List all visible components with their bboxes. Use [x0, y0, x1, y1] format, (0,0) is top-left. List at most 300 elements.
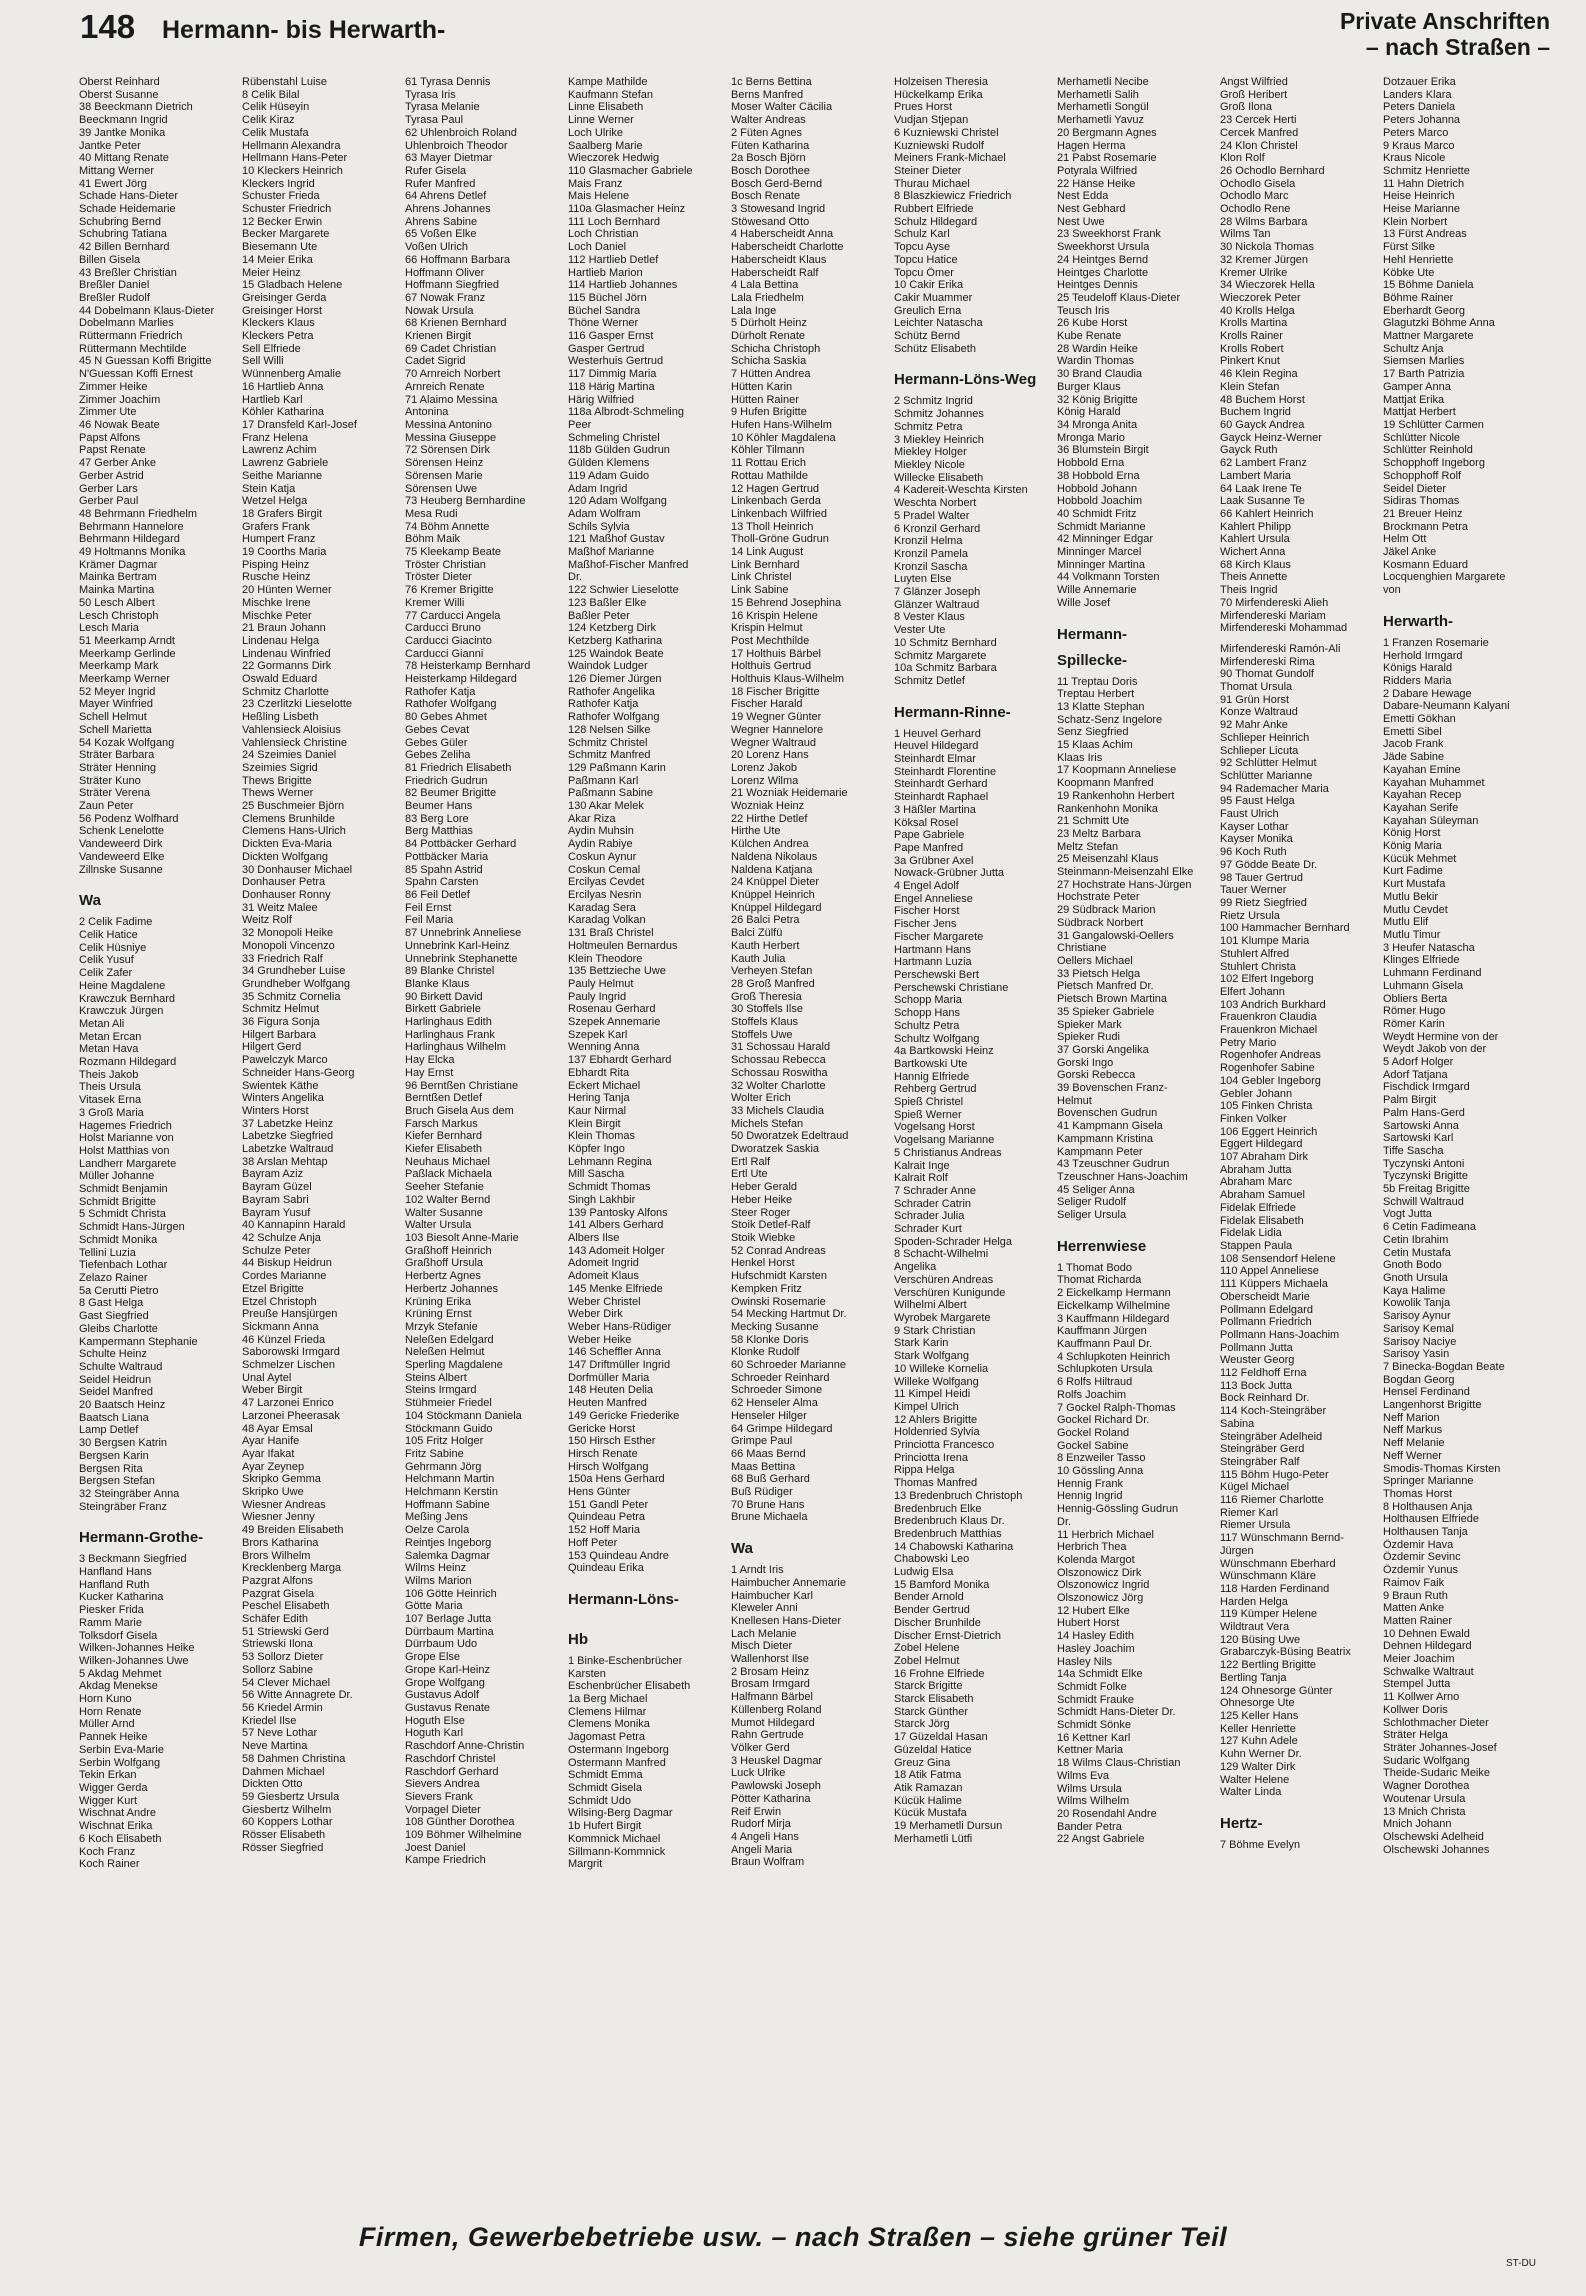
directory-entry: Frauenkron Claudia: [1220, 1011, 1317, 1024]
directory-entry: Elfert Johann: [1220, 985, 1285, 998]
directory-entry: 106 Götte Heinrich: [405, 1587, 497, 1600]
directory-entry: 5 Dürholt Heinz: [731, 317, 807, 330]
directory-entry: 10 Kleckers Heinrich: [242, 164, 343, 177]
directory-entry: 111 Loch Bernhard: [568, 215, 660, 228]
directory-entry: 21 Wozniak Heidemarie: [731, 787, 848, 800]
directory-entry: Neleßen Helmut: [405, 1346, 485, 1359]
directory-entry: Koopmann Manfred: [1057, 777, 1154, 790]
directory-entry: Wetzel Helga: [242, 495, 308, 508]
directory-entry: 14a Schmidt Elke: [1057, 1668, 1143, 1681]
directory-entry: Dorfmüller Maria: [568, 1371, 650, 1384]
directory-entry: 12 Hagen Gertrud: [731, 482, 820, 495]
directory-entry: 105 Finken Christa: [1220, 1100, 1313, 1113]
directory-entry: Holthausen Elfriede: [1383, 1513, 1480, 1526]
directory-entry: Schrader Catrin: [894, 1197, 972, 1210]
directory-entry: Steinhardt Florentine: [894, 765, 997, 778]
directory-entry: Tröster Dieter: [405, 571, 472, 584]
directory-entry: Koch Rainer: [79, 1858, 140, 1871]
directory-entry: Haberscheidt Klaus: [731, 253, 827, 266]
directory-entry: 14 Link August: [731, 546, 804, 559]
directory-entry: Kalrait Inge: [894, 1159, 950, 1172]
directory-entry: Olschewski Johannes: [1383, 1843, 1490, 1856]
directory-entry: 20 Hünten Werner: [242, 584, 332, 597]
directory-entry: 50 Dworatzek Edeltraud: [731, 1130, 849, 1143]
directory-entry: Rüttermann Friedrich: [79, 330, 183, 343]
directory-entry: 5 Akdag Mehmet: [79, 1667, 162, 1680]
directory-entry: Mattjat Herbert: [1383, 406, 1456, 419]
directory-entry: Sträter Kuno: [79, 774, 141, 787]
directory-entry: Bergsen Karin: [79, 1449, 149, 1462]
directory-entry: 151 Gandl Peter: [568, 1498, 649, 1511]
directory-entry: Kucker Katharina: [79, 1591, 164, 1604]
directory-entry: 20 Bergmann Agnes: [1057, 126, 1157, 139]
directory-entry: Seidel Heidrun: [79, 1373, 152, 1386]
directory-entry: 117 Dimmig Maria: [568, 368, 657, 381]
directory-entry: Szepek Karl: [568, 1028, 628, 1041]
directory-entry: Fischdick Irmgard: [1383, 1081, 1470, 1094]
directory-entry: Bender Arnold: [894, 1591, 964, 1604]
directory-entry: Bayram Sabri: [242, 1193, 309, 1206]
directory-entry: Knellesen Hans-Dieter: [731, 1614, 842, 1627]
directory-entry: 60 Schroeder Marianne: [731, 1359, 846, 1372]
directory-entry: 32 Wolter Charlotte: [731, 1079, 826, 1092]
directory-entry: 113 Bock Jutta: [1220, 1379, 1292, 1392]
directory-entry: Lorenz Wilma: [731, 774, 799, 787]
directory-entry: 95 Faust Helga: [1220, 795, 1295, 808]
directory-entry: 37 Labetzke Heinz: [242, 1117, 334, 1130]
directory-entry: 141 Albers Gerhard: [568, 1219, 664, 1232]
directory-entry: Schmitz Helmut: [242, 1003, 320, 1016]
directory-entry: 119 Kümper Helene: [1220, 1608, 1318, 1621]
directory-entry: Emetti Sibel: [1383, 725, 1442, 738]
directory-entry: Franz Helena: [242, 431, 309, 444]
directory-entry: Ayar Hanife: [242, 1435, 300, 1448]
directory-entry: 22 Hirthe Detlef: [731, 812, 808, 825]
directory-entry: Kayser Monika: [1220, 833, 1293, 846]
directory-entry: Sollorz Sabine: [242, 1663, 313, 1676]
directory-entry: 20 Baatsch Heinz: [79, 1399, 166, 1412]
directory-entry: Nest Edda: [1057, 190, 1109, 203]
directory-entry: 8 Holthausen Anja: [1383, 1500, 1473, 1513]
directory-entry: Schicha Christoph: [731, 342, 821, 355]
directory-entry: Pötter Katharina: [731, 1792, 811, 1805]
directory-entry: 13 Tholl Heinrich: [731, 520, 814, 533]
directory-entry: von: [1383, 584, 1401, 597]
directory-entry: 72 Sörensen Dirk: [405, 444, 490, 457]
directory-entry: Hirsch Renate: [568, 1447, 638, 1460]
directory-entry: 64 Ahrens Detlef: [405, 190, 487, 203]
directory-entry: Topcu Ömer: [894, 266, 954, 279]
directory-entry: Theide-Sudaric Meike: [1383, 1767, 1490, 1780]
directory-entry: 2 Brosam Heinz: [731, 1665, 810, 1678]
directory-entry: 101 Klumpe Maria: [1220, 935, 1310, 948]
directory-entry: Sörensen Marie: [405, 469, 483, 482]
directory-entry: Heintges Dennis: [1057, 279, 1138, 292]
directory-entry: Oellers Michael: [1057, 955, 1133, 967]
directory-entry: Rogenhofer Andreas: [1220, 1049, 1321, 1062]
directory-entry: Harlinghaus Wilhelm: [405, 1041, 506, 1054]
directory-entry: Owinski Rosemarie: [731, 1295, 826, 1308]
directory-entry: Hoguth Else: [405, 1714, 465, 1727]
directory-entry: 51 Meerkamp Arndt: [79, 634, 175, 647]
directory-entry: Riemer Karl: [1220, 1506, 1279, 1519]
directory-entry: Serbin Wolfgang: [79, 1756, 161, 1769]
directory-entry: Schmitz Detlef: [894, 674, 965, 687]
directory-entry: Köbke Ute: [1383, 266, 1435, 279]
directory-entry: Schmitz Charlotte: [242, 685, 329, 698]
directory-entry: Schatz-Senz Ingelore: [1057, 713, 1163, 726]
directory-entry: Skripko Uwe: [242, 1486, 304, 1499]
directory-entry: Völker Gerd: [731, 1742, 790, 1754]
directory-entry: Hellmann Alexandra: [242, 139, 341, 152]
directory-entry: Coskun Cemal: [568, 863, 641, 876]
directory-entry: 6 Kronzil Gerhard: [894, 522, 981, 535]
directory-entry: Matten Rainer: [1383, 1614, 1453, 1627]
directory-entry: 23 Czerlitzki Lieselotte: [242, 698, 353, 711]
directory-entry: 96 Koch Ruth: [1220, 846, 1287, 859]
directory-entry: 25 Teudeloff Klaus-Dieter: [1057, 291, 1181, 304]
directory-entry: Hartmann Luzia: [894, 956, 972, 969]
directory-entry: Holthausen Tanja: [1383, 1526, 1468, 1539]
directory-entry: Schmitz Johannes: [894, 408, 984, 421]
directory-entry: Birkett Gabriele: [405, 1003, 481, 1016]
directory-entry: Pollmann Hans-Joachim: [1220, 1328, 1340, 1341]
directory-entry: 11 Kollwer Arno: [1383, 1691, 1460, 1704]
directory-entry: Tyczynski Brigitte: [1383, 1170, 1468, 1183]
directory-entry: Wenning Anna: [568, 1041, 640, 1054]
directory-entry: Sidiras Thomas: [1383, 495, 1460, 508]
directory-entry: 6 Rolfs Hiltraud: [1057, 1376, 1133, 1389]
directory-entry: Willecke Elisabeth: [894, 471, 984, 484]
directory-entry: 67 Nowak Franz: [405, 291, 486, 304]
directory-entry: 63 Mayer Dietmar: [405, 152, 493, 165]
directory-entry: Meier Joachim: [1383, 1653, 1455, 1666]
directory-entry: Hufen Hans-Wilhelm: [731, 418, 832, 431]
directory-entry: 36 Blumstein Birgit: [1057, 444, 1149, 457]
directory-entry: 40 Kannapinn Harald: [242, 1219, 346, 1232]
directory-entry: Grope Wolfgang: [405, 1676, 485, 1689]
directory-entry: Loch Daniel: [568, 241, 627, 254]
directory-entry: Lala Inge: [731, 304, 777, 317]
directory-entry: 107 Abraham Dirk: [1220, 1151, 1309, 1164]
directory-entry: 58 Klonke Doris: [731, 1333, 809, 1346]
directory-entry: Schopphoff Ingeborg: [1383, 457, 1485, 470]
directory-entry: Schäfer Edith: [242, 1613, 309, 1626]
directory-entry: Kremer Willi: [405, 596, 465, 609]
directory-entry: Krüning Ernst: [405, 1308, 472, 1321]
directory-entry: 44 Dobelmann Klaus-Dieter: [79, 304, 215, 317]
directory-entry: Breßler Rudolf: [79, 291, 150, 304]
directory-entry: 69 Cadet Christian: [405, 342, 497, 355]
spacer: [1057, 1222, 1215, 1230]
directory-entry: Jagomast Petra: [568, 1731, 646, 1744]
directory-entry: 71 Alaimo Messina: [405, 393, 498, 406]
directory-entry: Klonke Rudolf: [731, 1346, 800, 1359]
directory-entry: Sabina: [1220, 1417, 1255, 1430]
directory-entry: Mainka Bertram: [79, 571, 157, 584]
directory-entry: 48 Ayar Emsal: [242, 1422, 313, 1435]
directory-entry: Sörensen Uwe: [405, 482, 478, 495]
directory-entry: Helm Ott: [1383, 533, 1427, 546]
directory-entry: Seliger Rudolf: [1057, 1196, 1127, 1209]
directory-entry: 11 Rottau Erich: [731, 457, 807, 470]
directory-entry: Schwill Waltraud: [1383, 1195, 1464, 1208]
directory-entry: Gockel Richard Dr.: [1057, 1414, 1150, 1427]
directory-entry: 78 Heisterkamp Bernhard: [405, 660, 531, 673]
street-heading: Hermann-Löns-: [568, 1590, 679, 1608]
directory-entry: Klinges Elfriede: [1383, 954, 1460, 967]
directory-entry: Wiesner Jenny: [242, 1511, 315, 1524]
directory-entry: Merhametli Songül: [1057, 101, 1149, 114]
directory-entry: Paßlack Michaela: [405, 1168, 492, 1181]
directory-entry: Sarisoy Kemal: [1383, 1322, 1454, 1335]
directory-entry: Luhmann Gisela: [1383, 979, 1464, 992]
directory-entry: Dr.: [1057, 1515, 1072, 1528]
directory-entry: 56 Witte Annagrete Dr.: [242, 1689, 353, 1702]
directory-entry: Wilms Ursula: [1057, 1782, 1122, 1795]
directory-entry: Schopp Hans: [894, 1007, 961, 1020]
directory-entry: Dickten Wolfgang: [242, 850, 329, 863]
directory-entry: Seithe Marianne: [242, 469, 323, 482]
directory-entry: Baatsch Liana: [79, 1411, 149, 1424]
directory-entry: Schrader Julia: [894, 1210, 965, 1223]
directory-entry: Steinhardt Gerhard: [894, 778, 988, 791]
directory-entry: Sträter Helga: [1383, 1729, 1448, 1742]
directory-entry: Siemsen Marlies: [1383, 355, 1465, 368]
directory-entry: 92 Schlütter Helmut: [1220, 757, 1317, 770]
directory-entry: Kauth Julia: [731, 952, 786, 965]
directory-entry: 43 Tzeuschner Gudrun: [1057, 1158, 1170, 1171]
directory-entry: Zobel Helmut: [894, 1654, 960, 1667]
directory-entry: Schossau Roswitha: [731, 1066, 828, 1079]
directory-entry: Hütten Karin: [731, 380, 793, 393]
directory-column: [1220, 76, 1378, 2196]
directory-entry: Gorski Rebecca: [1057, 1069, 1136, 1082]
directory-entry: 9 Stark Christian: [894, 1324, 976, 1337]
directory-entry: 130 Akar Melek: [568, 800, 644, 813]
directory-entry: 30 Bergsen Katrin: [79, 1437, 168, 1450]
directory-entry: Olszonowicz Dirk: [1057, 1566, 1142, 1579]
directory-entry: Kayahan Süleyman: [1383, 814, 1479, 827]
directory-entry: Steingräber Gerd: [1220, 1443, 1305, 1456]
directory-entry: Weitz Rolf: [242, 914, 292, 927]
directory-entry: 22 Angst Gabriele: [1057, 1833, 1145, 1846]
directory-entry: Ketzberg Katharina: [568, 634, 663, 647]
directory-entry: 8 Celik Bilal: [242, 88, 300, 101]
directory-entry: Springer Marianne: [1383, 1475, 1474, 1488]
directory-entry: Ertl Ute: [731, 1168, 768, 1181]
directory-entry: Fidelak Elisabeth: [1220, 1214, 1304, 1227]
directory-entry: 7 Binecka-Bogdan Beate: [1383, 1360, 1505, 1373]
directory-entry: 94 Rademacher Maria: [1220, 782, 1329, 795]
directory-entry: Weydt Hermine von der: [1383, 1030, 1499, 1043]
directory-entry: Karsten: [568, 1667, 606, 1680]
directory-entry: Schulte Waltraud: [79, 1360, 163, 1373]
directory-entry: Winters Angelika: [242, 1092, 324, 1105]
directory-entry: Ostermann Manfred: [568, 1756, 666, 1769]
directory-entry: Wiesner Andreas: [242, 1498, 326, 1511]
directory-entry: Kollwer Doris: [1383, 1703, 1448, 1716]
directory-entry: Kügel Michael: [1220, 1481, 1290, 1494]
directory-entry: Mais Helene: [568, 190, 630, 203]
directory-entry: Quindeau Erika: [568, 1562, 644, 1575]
directory-entry: Kronzil Pamela: [894, 547, 968, 560]
directory-entry: Rösser Elisabeth: [242, 1829, 326, 1842]
directory-entry: Kayahan Emine: [1383, 763, 1461, 776]
directory-entry: 68 Buß Gerhard: [731, 1473, 810, 1486]
directory-entry: Heuten Manfred: [568, 1397, 647, 1410]
directory-entry: Wilken-Johannes Heike: [79, 1642, 195, 1655]
directory-column: [1057, 76, 1215, 2196]
directory-entry: Gockel Roland: [1057, 1426, 1130, 1439]
directory-entry: Gast Siegfried: [79, 1310, 149, 1323]
directory-entry: Kampe Friedrich: [405, 1854, 486, 1867]
directory-entry: Landherr Margarete: [79, 1157, 177, 1170]
directory-entry: 127 Kuhn Adele: [1220, 1735, 1298, 1748]
directory-entry: Kowolik Tanja: [1383, 1297, 1451, 1310]
directory-entry: Unal Aytel: [242, 1371, 292, 1384]
directory-entry: Zimmer Heike: [79, 380, 148, 393]
directory-entry: Kayser Lothar: [1220, 820, 1289, 833]
directory-entry: Herbertz Agnes: [405, 1270, 481, 1283]
directory-entry: Eberhardt Georg: [1383, 304, 1465, 317]
directory-entry: 34 Mronga Anita: [1057, 418, 1138, 431]
directory-entry: Klein Birgit: [568, 1117, 621, 1130]
directory-entry: 7 Glänzer Joseph: [894, 586, 981, 599]
directory-entry: Schulz Hildegard: [894, 215, 978, 228]
directory-entry: 8 Schacht-Wilhelmi: [894, 1248, 989, 1261]
directory-entry: Christiane: [1057, 942, 1107, 955]
directory-entry: 147 Driftmüller Ingrid: [568, 1359, 671, 1372]
directory-entry: Mrzyk Stefanie: [405, 1320, 478, 1333]
directory-entry: Adam Wolfram: [568, 507, 641, 520]
directory-entry: Vahlensieck Aloisius: [242, 723, 341, 736]
directory-entry: Messina Antonino: [405, 418, 492, 431]
directory-entry: 13 Bredenbruch Christoph: [894, 1489, 1023, 1502]
directory-entry: Adomeit Klaus: [568, 1270, 639, 1283]
directory-entry: Rozmann Hildegard: [79, 1056, 177, 1069]
directory-entry: Kraus Nicole: [1383, 152, 1446, 165]
directory-entry: Skripko Gemma: [242, 1473, 321, 1486]
directory-entry: Michels Stefan: [731, 1117, 804, 1130]
directory-entry: Herbertz Johannes: [405, 1282, 498, 1295]
directory-entry: Etzel Christoph: [242, 1295, 317, 1308]
directory-entry: 139 Pantosky Alfons: [568, 1206, 668, 1219]
directory-entry: Mutlu Cevdet: [1383, 903, 1448, 916]
directory-entry: Messina Giuseppe: [405, 431, 497, 444]
directory-entry: Walter Susanne: [405, 1206, 483, 1219]
directory-entry: Gerber Astrid: [79, 469, 144, 482]
directory-entry: 104 Stöckmann Daniela: [405, 1409, 522, 1422]
directory-entry: Celik Mustafa: [242, 126, 309, 139]
section-title-line2: – nach Straßen –: [1365, 34, 1550, 60]
directory-entry: Cadet Sigrid: [405, 355, 466, 368]
directory-entry: 119 Adam Guido: [568, 469, 650, 482]
directory-entry: Rathofer Katja: [568, 698, 639, 711]
directory-entry: Biesemann Ute: [242, 241, 318, 254]
directory-entry: Nowak Ursula: [405, 304, 474, 317]
directory-entry: 16 Hartlieb Anna: [242, 380, 324, 393]
directory-entry: Schmidt Frauke: [1057, 1693, 1135, 1706]
directory-entry: Loch Christian: [568, 228, 639, 241]
directory-entry: Nest Gebhard: [1057, 203, 1126, 216]
spacer: [568, 1575, 726, 1583]
directory-entry: Meßing Jens: [405, 1511, 468, 1524]
directory-entry: 118a Albrodt-Schmeling: [568, 406, 684, 419]
directory-entry: 34 Wieczorek Hella: [1220, 279, 1315, 292]
directory-entry: Glänzer Waltraud: [894, 598, 980, 611]
directory-entry: Bergsen Stefan: [79, 1475, 155, 1488]
directory-entry: 3 Häßler Martina: [894, 803, 976, 816]
directory-entry: Ayar Ifakat: [242, 1447, 295, 1460]
directory-entry: Cercek Manfred: [1220, 126, 1299, 139]
directory-entry: 4 Kadereit-Weschta Kirsten: [894, 484, 1028, 497]
directory-entry: Discher Ernst-Dietrich: [894, 1629, 1001, 1642]
directory-entry: Hobbold Joachim: [1057, 495, 1142, 508]
directory-entry: 74 Böhm Annette: [405, 520, 490, 533]
directory-entry: Schopp Maria: [894, 994, 962, 1007]
directory-entry: 33 Pietsch Helga: [1057, 967, 1141, 980]
directory-entry: Saalberg Marie: [568, 139, 643, 152]
directory-entry: Sörensen Heinz: [405, 457, 484, 470]
directory-entry: 18 Atik Fatma: [894, 1769, 962, 1782]
directory-entry: Knüppel Heinrich: [731, 889, 815, 901]
directory-entry: Smodis-Thomas Kirsten: [1383, 1462, 1501, 1475]
directory-entry: Gerber Paul: [79, 495, 139, 508]
directory-entry: 92 Mahr Anke: [1220, 719, 1288, 732]
directory-entry: Lesch Christoph: [79, 609, 159, 622]
directory-entry: Zobel Helene: [894, 1642, 960, 1655]
directory-entry: 3 Miekley Heinrich: [894, 433, 984, 446]
directory-entry: Tholl-Gröne Gudrun: [731, 533, 829, 546]
directory-entry: 104 Gebler Ingeborg: [1220, 1074, 1321, 1087]
directory-entry: Rüttermann Mechtilde: [79, 342, 187, 355]
directory-entry: 121 Maßhof Gustav: [568, 533, 665, 546]
directory-entry: Berg Matthias: [405, 825, 473, 838]
directory-entry: 3 Kauffmann Hildegard: [1057, 1312, 1170, 1325]
directory-entry: Labetzke Siegfried: [242, 1130, 334, 1143]
directory-entry: 46 Nowak Beate: [79, 418, 160, 431]
directory-entry: Tyrasa Paul: [405, 114, 464, 127]
directory-entry: Pisping Heinz: [242, 558, 310, 571]
directory-entry: 59 Giesbertz Ursula: [242, 1790, 340, 1803]
directory-entry: Schwalke Waltraut: [1383, 1665, 1474, 1678]
directory-entry: 120 Büsing Uwe: [1220, 1633, 1301, 1646]
directory-entry: 32 Monopoli Heike: [242, 927, 334, 940]
directory-entry: Krämer Dagmar: [79, 558, 158, 571]
directory-entry: 7 Hütten Andrea: [731, 368, 811, 381]
directory-entry: Vogelsang Horst: [894, 1121, 975, 1134]
directory-entry: 60 Koppers Lothar: [242, 1816, 333, 1829]
directory-entry: Raimov Faik: [1383, 1576, 1445, 1589]
directory-entry: 5b Freitag Brigitte: [1383, 1183, 1470, 1196]
directory-entry: 118 Härig Martina: [568, 380, 655, 393]
directory-entry: Schmitz Christel: [568, 736, 648, 749]
directory-entry: Steins Albert: [405, 1371, 467, 1384]
directory-entry: 70 Mirfendereski Alieh: [1220, 596, 1329, 609]
directory-entry: Uhlenbroich Theodor: [405, 139, 508, 152]
directory-entry: Neve Martina: [242, 1740, 308, 1753]
directory-entry: Unnebrink Karl-Heinz: [405, 939, 510, 952]
directory-entry: Tauer Werner: [1220, 884, 1287, 897]
directory-entry: Hannig Elfriede: [894, 1070, 970, 1083]
directory-entry: Mronga Mario: [1057, 431, 1125, 444]
directory-entry: Rietz Ursula: [1220, 909, 1280, 922]
directory-entry: Mais Franz: [568, 177, 623, 190]
directory-entry: Margrit: [568, 1858, 603, 1871]
directory-entry: Walter Ursula: [405, 1219, 472, 1232]
directory-entry: Walter Andreas: [731, 114, 806, 127]
